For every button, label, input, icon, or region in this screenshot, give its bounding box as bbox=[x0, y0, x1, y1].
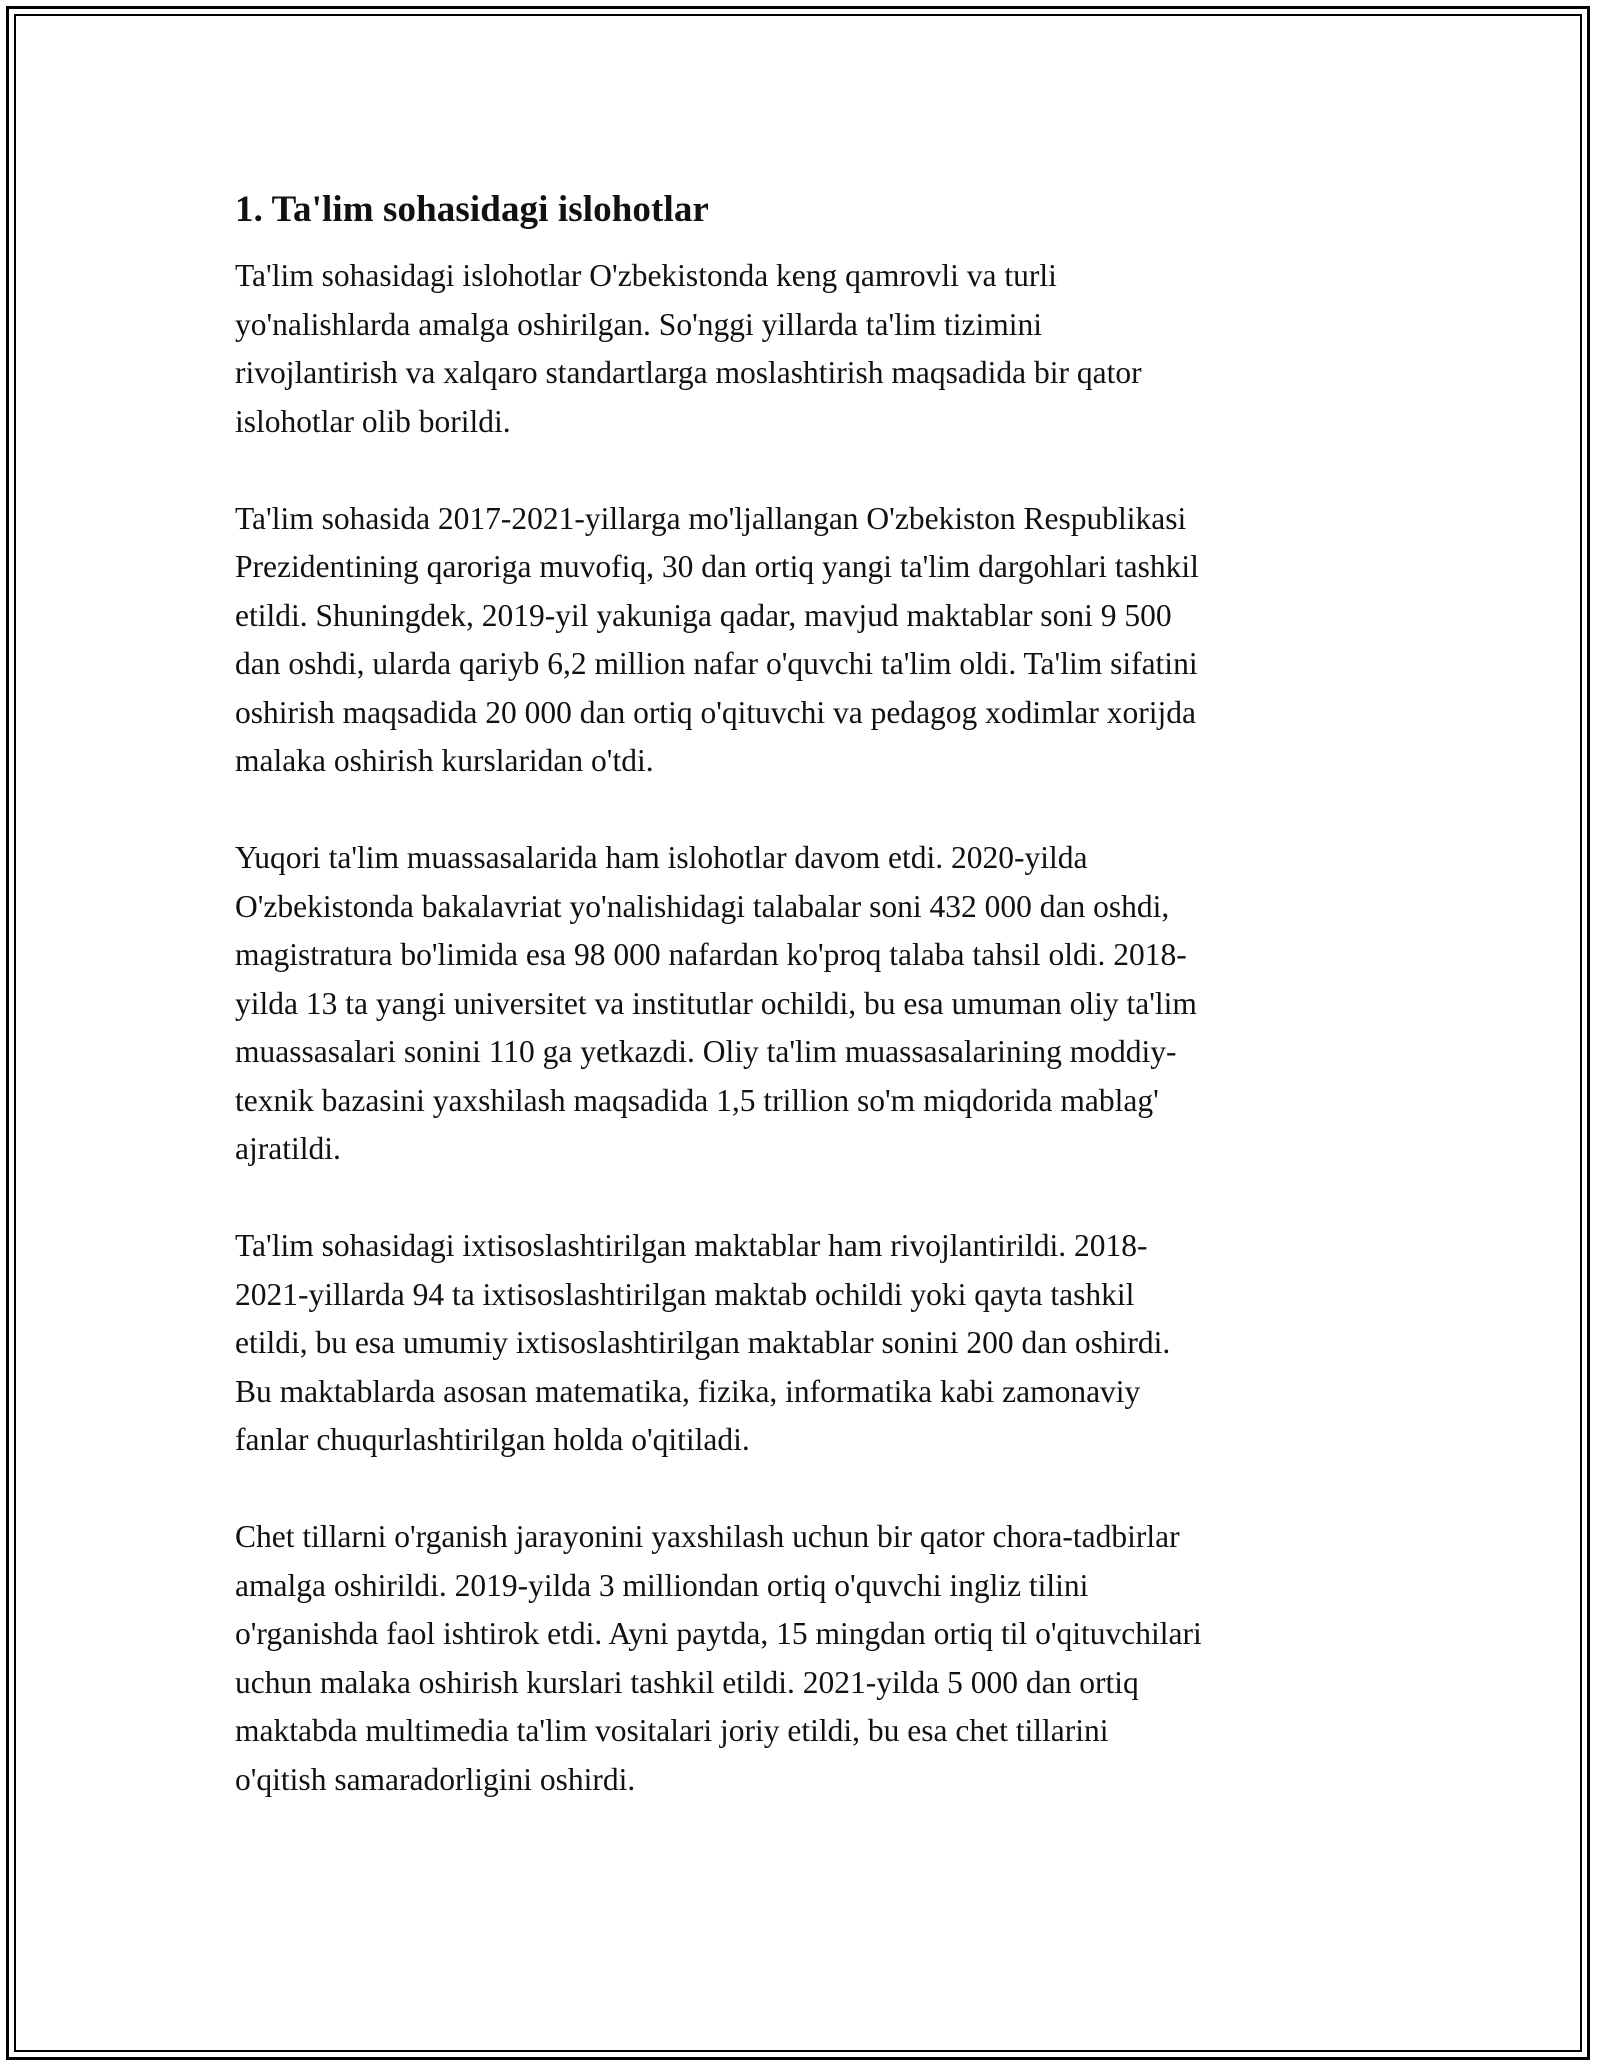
text-line: O'zbekistonda bakalavriat yo'nalishidagi talabalar soni 432 000 dan oshdi, bbox=[235, 888, 1170, 924]
paragraph-intro bbox=[235, 252, 1375, 446]
text-line: oshirish maqsadida 20 000 dan ortiq o'qituvchi va pedagog xodimlar xorijda bbox=[235, 694, 1196, 730]
text-line: etildi. Shuningdek, 2019-yil yakuniga qadar, mavjud maktablar soni 9 500 bbox=[235, 597, 1172, 633]
text-line: o'qitish samaradorligini oshirdi. bbox=[235, 1761, 636, 1797]
text-line: Bu maktablarda asosan matematika, fizika, informatika kabi zamonaviy bbox=[235, 1373, 1141, 1409]
text-line: malaka oshirish kurslaridan o'tdi. bbox=[235, 743, 654, 778]
text-line: fanlar chuqurlashtirilgan holda o'qitiladi. bbox=[235, 1422, 750, 1457]
paragraph-higher-education bbox=[235, 834, 1375, 1174]
document-body bbox=[235, 188, 1375, 1853]
text-line: muassasalari sonini 110 ga yetkazdi. Oliy ta'lim muassasalarining moddiy- bbox=[235, 1034, 1177, 1069]
text-line: Ta'lim sohasida 2017-2021-yillarga mo'ljallangan O'zbekiston Respublikasi bbox=[235, 500, 1187, 536]
paragraph-specialized-schools bbox=[235, 1222, 1375, 1465]
text-line: Ta'lim sohasidagi islohotlar O'zbekistonda keng qamrovli va turli bbox=[235, 258, 1057, 293]
paragraph-foreign-languages bbox=[235, 1513, 1375, 1804]
text-line: etildi, bu esa umumiy ixtisoslashtirilgan maktablar sonini 200 dan oshirdi. bbox=[235, 1325, 1171, 1360]
text-line: Prezidentining qaroriga muvofiq, 30 dan ortiq yangi ta'lim dargohlari tashkil bbox=[235, 549, 1199, 584]
text-line: magistratura bo'limida esa 98 000 nafardan ko'proq talaba tahsil oldi. 2018- bbox=[235, 937, 1187, 972]
text-line: islohotlar olib borildi. bbox=[235, 403, 511, 439]
text-line: 2021-yillarda 94 ta ixtisoslashtirilgan maktab ochildi yoki qayta tashkil bbox=[235, 1276, 1135, 1312]
text-line: Yuqori ta'lim muassasalarida ham islohotlar davom etdi. 2020-yilda bbox=[235, 840, 1088, 875]
text-line: ajratildi. bbox=[235, 1131, 341, 1166]
text-line: amalga oshirildi. 2019-yilda 3 milliondan ortiq o'quvchi ingliz tilini bbox=[235, 1567, 1089, 1603]
text-line: dan oshdi, ularda qariyb 6,2 million nafar o'quvchi ta'lim oldi. Ta'lim sifatini bbox=[235, 646, 1198, 681]
text-line: rivojlantirish va xalqaro standartlarga moslashtirish maqsadida bir qator bbox=[235, 355, 1142, 390]
text-line: Chet tillarni o'rganish jarayonini yaxshilash uchun bir qator chora-tadbirlar bbox=[235, 1519, 1180, 1554]
text-line: o'rganishda faol ishtirok etdi. Ayni paytda, 15 mingdan ortiq til o'qituvchilari bbox=[235, 1616, 1202, 1651]
paragraph-schools bbox=[235, 495, 1375, 786]
text-line: maktabda multimedia ta'lim vositalari joriy etildi, bu esa chet tillarini bbox=[235, 1713, 1109, 1748]
text-line: yilda 13 ta yangi universitet va institutlar ochildi, bu esa umuman oliy ta'lim bbox=[235, 985, 1197, 1021]
text-line: yo'nalishlarda amalga oshirilgan. So'nggi yillarda ta'lim tizimini bbox=[235, 306, 1042, 342]
text-line: Ta'lim sohasidagi ixtisoslashtirilgan maktablar ham rivojlantirildi. 2018- bbox=[235, 1228, 1148, 1263]
text-line: texnik bazasini yaxshilash maqsadida 1,5 trillion so'm miqdorida mablag' bbox=[235, 1082, 1159, 1118]
text-line: uchun malaka oshirish kurslari tashkil etildi. 2021-yilda 5 000 dan ortiq bbox=[235, 1664, 1139, 1700]
section-title: 1. Ta'lim sohasidagi islohotlar bbox=[235, 189, 709, 230]
